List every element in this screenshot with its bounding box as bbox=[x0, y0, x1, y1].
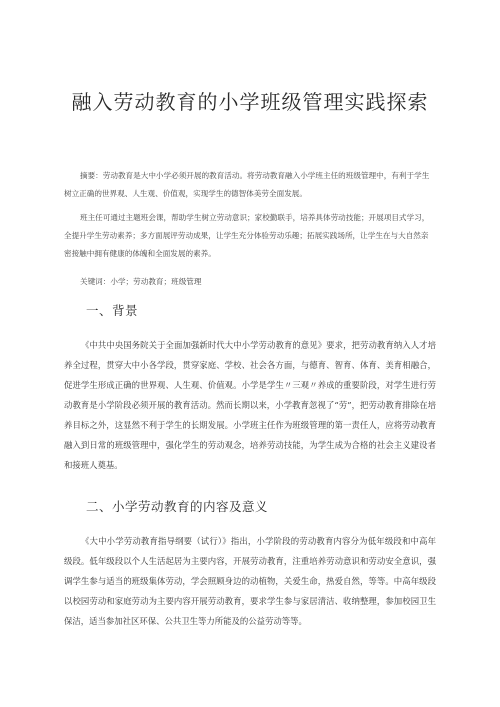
abstract-paragraph-1: 摘要：劳动教育是大中小学必须开展的教育活动。将劳动教育融入小学班主任的班级管理中，有利于学生树立正确的世界观、人生观、价值观，实现学生的德智体美劳全面发展。 bbox=[64, 171, 430, 198]
section-background-text: 《中共中央国务院关于全面加强新时代大中小学劳动教育的意见》要求，把劳动教育纳入人才培养全过程，贯穿大中小各学段，贯穿家庭、学校、社会各方面，与德育、智育、体育、美育相融合，促进学生形成正确的世界观、人生观、价值观。小学是学生〃三观〃养成的重要阶段，对学生进行劳动教育是小学阶段必须开展的教育活动。然而长期以来，小学教育忽视了“劳”，把劳动教育排除在培养目标之外，这显然不利于学生的长期发展。小学班主任作为班级管理的第一责任人，应将劳动教育融入到日常的班级管理中，强化学生的劳动观念，培养劳动技能，为学生成为合格的社会主义建设者和接班人奠基。 bbox=[64, 340, 436, 470]
keywords: 关键词：小学；劳动教育；班级管理 bbox=[80, 277, 202, 286]
section-heading-background: 一、背景 bbox=[86, 303, 139, 318]
section-content-meaning-text: 《大中小学劳动教育指导纲要（试行）》指出，小学阶段的劳动教育内容分为低年级段和中高年级段。低年级段以个人生活起居为主要内容，开展劳动教育，注重培养劳动意识和劳动安全意识，强调学生参与适当的班级集体劳动，学会照顾身边的动植物，关爱生命，热爱自然，等等。中高年级段以校园劳动和家庭劳动为主要内容开展劳动教育，要求学生参与家居清洁、收纳整理，参加校园卫生保洁，适当参加社区环保、公共卫生等力所能及的公益劳动等等。 bbox=[64, 536, 436, 626]
section-heading-content-meaning: 二、小学劳动教育的内容及意义 bbox=[86, 499, 269, 514]
abstract-paragraph-2: 班主任可通过主题班会课，帮助学生树立劳动意识；家校勤联手，培养具体劳动技能；开展项目式学习，全提升学生劳动素养；多方面展评劳动成果，让学生充分体验劳动乐趣；拓展实践场所，让学生在与大自然亲密接触中拥有健康的体魄和全面发展的素养。 bbox=[64, 213, 430, 258]
abstract-block bbox=[64, 167, 436, 291]
paper-title: 融入劳动教育的小学班级管理实践探索 bbox=[71, 90, 429, 114]
